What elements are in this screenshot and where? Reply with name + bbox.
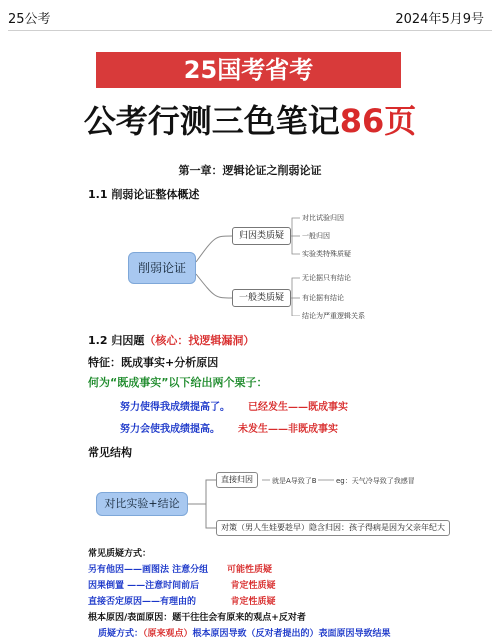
leaf-item: 结论为严重逻辑关系 bbox=[302, 312, 365, 320]
headline-red: 86页 bbox=[339, 102, 417, 140]
doubt-method-text: 直接否定原因——有理由的 bbox=[88, 597, 197, 607]
doubt-methods-title: 常见质疑方式： bbox=[88, 549, 152, 559]
branch-general-doubt: 一般类质疑 bbox=[232, 289, 291, 307]
source-label: 25公考 bbox=[8, 12, 51, 27]
doubt-method-line bbox=[88, 594, 276, 607]
example-line bbox=[120, 420, 338, 435]
leaf-item: 有论据有结论 bbox=[302, 294, 344, 302]
date-label: 2024年5月9号 bbox=[395, 12, 484, 27]
leaf-item: 一般归因 bbox=[302, 232, 330, 240]
direct-attribution-text: 就是A导致了B bbox=[272, 477, 317, 485]
example-sentence: 努力会使我成绩提高。 bbox=[120, 424, 220, 435]
section-1-1-title: 1.1 削弱论证整体概述 bbox=[88, 188, 200, 201]
section-1-2-label: 1.2 归因题 bbox=[88, 334, 145, 347]
doubt-method-tag: （原来观点） bbox=[143, 629, 193, 639]
leaf-item: 对比试验归因 bbox=[302, 214, 344, 222]
red-banner: 25国考省考 bbox=[96, 52, 401, 88]
doubt-method-line bbox=[88, 562, 272, 575]
chapter-title: 第一章：逻辑论证之削弱论证 bbox=[178, 164, 322, 177]
doubt-method-text: 根本原因/表面原因：题干往往会有原来的观点+反对者 bbox=[88, 613, 306, 623]
doubt-method-tag: 可能性质疑 bbox=[226, 565, 272, 575]
mindmap-structure-root: 对比实验+结论 bbox=[96, 492, 188, 516]
common-structure-title: 常见结构 bbox=[88, 446, 132, 459]
doubt-method-line bbox=[88, 578, 276, 591]
leaf-item: 实验类特殊质疑 bbox=[302, 250, 351, 258]
document-page bbox=[0, 150, 500, 640]
doubt-method-line bbox=[98, 626, 391, 639]
section-1-2-core: （核心：找逻辑漏洞） bbox=[144, 334, 255, 347]
example-line bbox=[120, 398, 348, 413]
headline bbox=[0, 98, 500, 144]
doubt-method-text: 因果倒置 ——注意时间前后 bbox=[88, 581, 200, 591]
mindmap-structure bbox=[0, 466, 500, 542]
mindmap-weaken bbox=[0, 206, 500, 320]
mindmap-root: 削弱论证 bbox=[128, 252, 196, 284]
example-note: 未发生——非既成事实 bbox=[238, 424, 338, 435]
section-1-2-title bbox=[88, 332, 254, 348]
doubt-method-text: 质疑方式： bbox=[98, 629, 144, 639]
top-bar bbox=[0, 0, 500, 34]
direct-attribution-box: 直接归因 bbox=[216, 472, 258, 488]
leaf-item: 无论据只有结论 bbox=[302, 274, 351, 282]
feature-line: 特征：既成事实+分析原因 bbox=[88, 356, 219, 369]
hidden-attribution-box: 对策（男人生娃要趁早）隐含归因：孩子得病是因为父亲年纪大 bbox=[216, 520, 450, 536]
direct-attribution-example: eg：天气冷导致了我感冒 bbox=[336, 477, 415, 485]
example-note: 已经发生——既成事实 bbox=[248, 402, 348, 413]
doubt-method-text: 根本原因导致（反对者提出的）表面原因导致结果 bbox=[192, 629, 391, 639]
doubt-method-tag: 肯定性质疑 bbox=[230, 597, 276, 607]
question-line: 何为“既成事实”以下给出两个栗子： bbox=[88, 376, 268, 389]
doubt-method-text: 另有他因——画图法 注意分组 bbox=[88, 565, 209, 575]
example-sentence: 努力使得我成绩提高了。 bbox=[120, 402, 230, 413]
doubt-method-line bbox=[88, 610, 306, 623]
doubt-method-tag: 肯定性质疑 bbox=[230, 581, 276, 591]
divider bbox=[8, 30, 492, 31]
headline-main: 公考行测三色笔记 bbox=[83, 102, 340, 140]
branch-attribution-doubt: 归因类质疑 bbox=[232, 227, 291, 245]
